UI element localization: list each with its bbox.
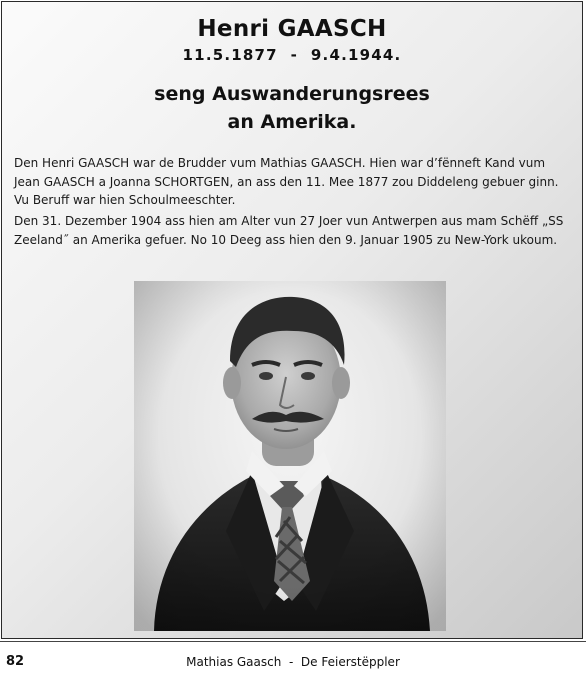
- paragraph-emigration: Den 31. Dezember 1904 ass hien am Alter vun 27 Joer vun Antwerpen aus mam Schëff „SS Zeeland˝ an Amerika gefuer. No 10 Deeg ass hien den 9. Januar 1905 zu New-York ukoum.: [14, 214, 564, 247]
- portrait-illustration: [134, 281, 446, 631]
- subtitle: [2, 80, 582, 136]
- footer-text: Mathias Gaasch - De Feierstëppler: [186, 655, 400, 669]
- subtitle-line-2: an Amerika.: [227, 111, 357, 133]
- page-number: 82: [6, 654, 25, 669]
- paragraph-biography: Den Henri GAASCH war de Brudder vum Mathias GAASCH. Hien war d’fënneft Kand vum Jean GAASCH a Joanna SCHORTGEN, an ass den 11. Mee 1877 zou Diddeleng gebuer ginn. Vu Beruff war hien Schoulmeeschter.: [14, 156, 559, 207]
- footer-divider: [0, 641, 586, 642]
- portrait-photo: [134, 281, 446, 631]
- subtitle-line-1: seng Auswanderungsrees: [154, 83, 430, 105]
- life-dates: 11.5.1877 - 9.4.1944.: [182, 46, 402, 64]
- page-title: Henri GAASCH: [197, 16, 387, 42]
